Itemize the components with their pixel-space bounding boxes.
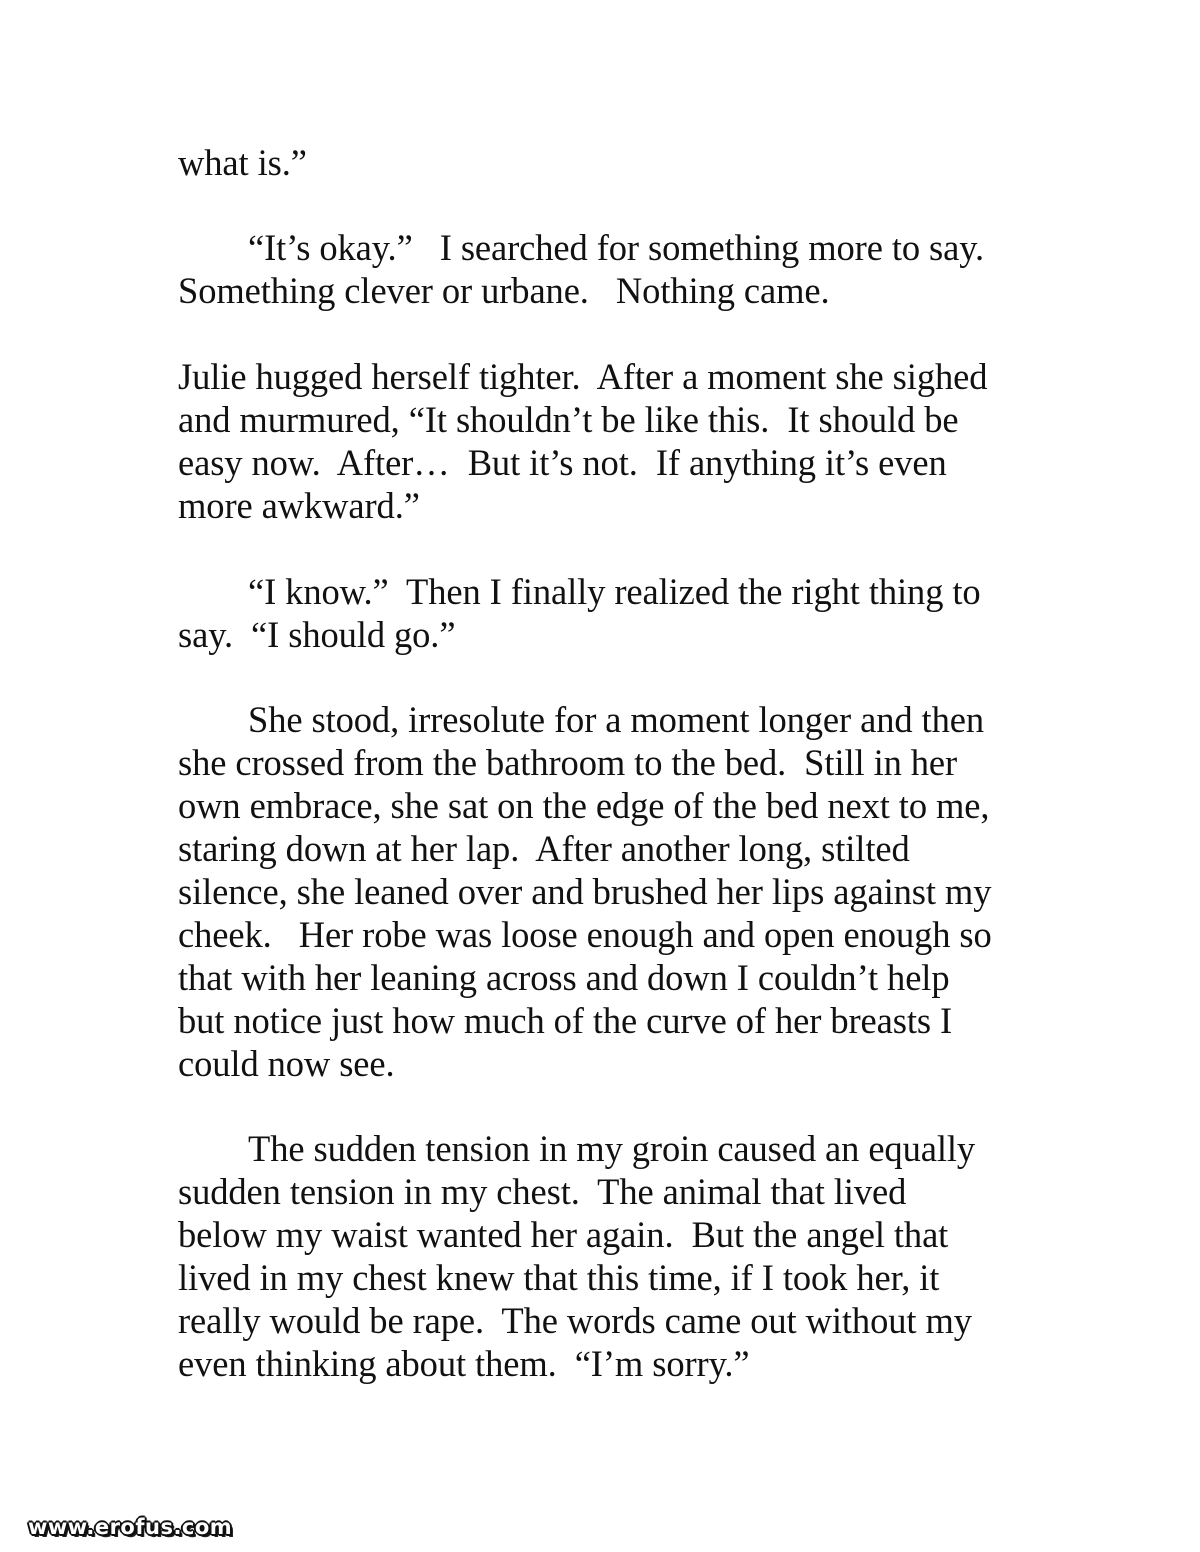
text-line: silence, she leaned over and brushed her lips against my: [178, 871, 992, 912]
text-line: could now see.: [178, 1043, 395, 1084]
text-line: what is.”: [178, 142, 307, 183]
text-line: Julie hugged herself tighter. After a moment she sighed: [178, 356, 988, 397]
text-line: she crossed from the bathroom to the bed. Still in her: [178, 742, 958, 783]
text-line: staring down at her lap. After another long, stilted: [178, 828, 910, 869]
text-line: “I know.” Then I finally realized the right thing to: [248, 571, 981, 612]
text-line: easy now. After… But it’s not. If anything it’s even: [178, 442, 947, 483]
text-line: own embrace, she sat on the edge of the bed next to me,: [178, 785, 990, 826]
text-line: say. “I should go.”: [178, 614, 456, 655]
text-line: below my waist wanted her again. But the angel that: [178, 1214, 949, 1255]
text-line: really would be rape. The words came out without my: [178, 1300, 972, 1341]
text-line: “It’s okay.” I searched for something more to say.: [248, 227, 985, 268]
text-line: and murmured, “It shouldn’t be like this. It should be: [178, 399, 959, 440]
text-line: The sudden tension in my groin caused an equally: [248, 1128, 976, 1169]
text-line: Something clever or urbane. Nothing came.: [178, 270, 830, 311]
text-line: more awkward.”: [178, 485, 420, 526]
text-line: sudden tension in my chest. The animal that lived: [178, 1171, 907, 1212]
text-line: lived in my chest knew that this time, if I took her, it: [178, 1257, 940, 1298]
watermark-logo: www.erofus.com: [28, 1515, 233, 1539]
text-line: She stood, irresolute for a moment longer and then: [248, 699, 984, 740]
text-line: that with her leaning across and down I couldn’t help: [178, 957, 950, 998]
text-line: but notice just how much of the curve of her breasts I: [178, 1000, 953, 1041]
text-line: even thinking about them. “I’m sorry.”: [178, 1343, 750, 1384]
text-line: cheek. Her robe was loose enough and open enough so: [178, 914, 992, 955]
